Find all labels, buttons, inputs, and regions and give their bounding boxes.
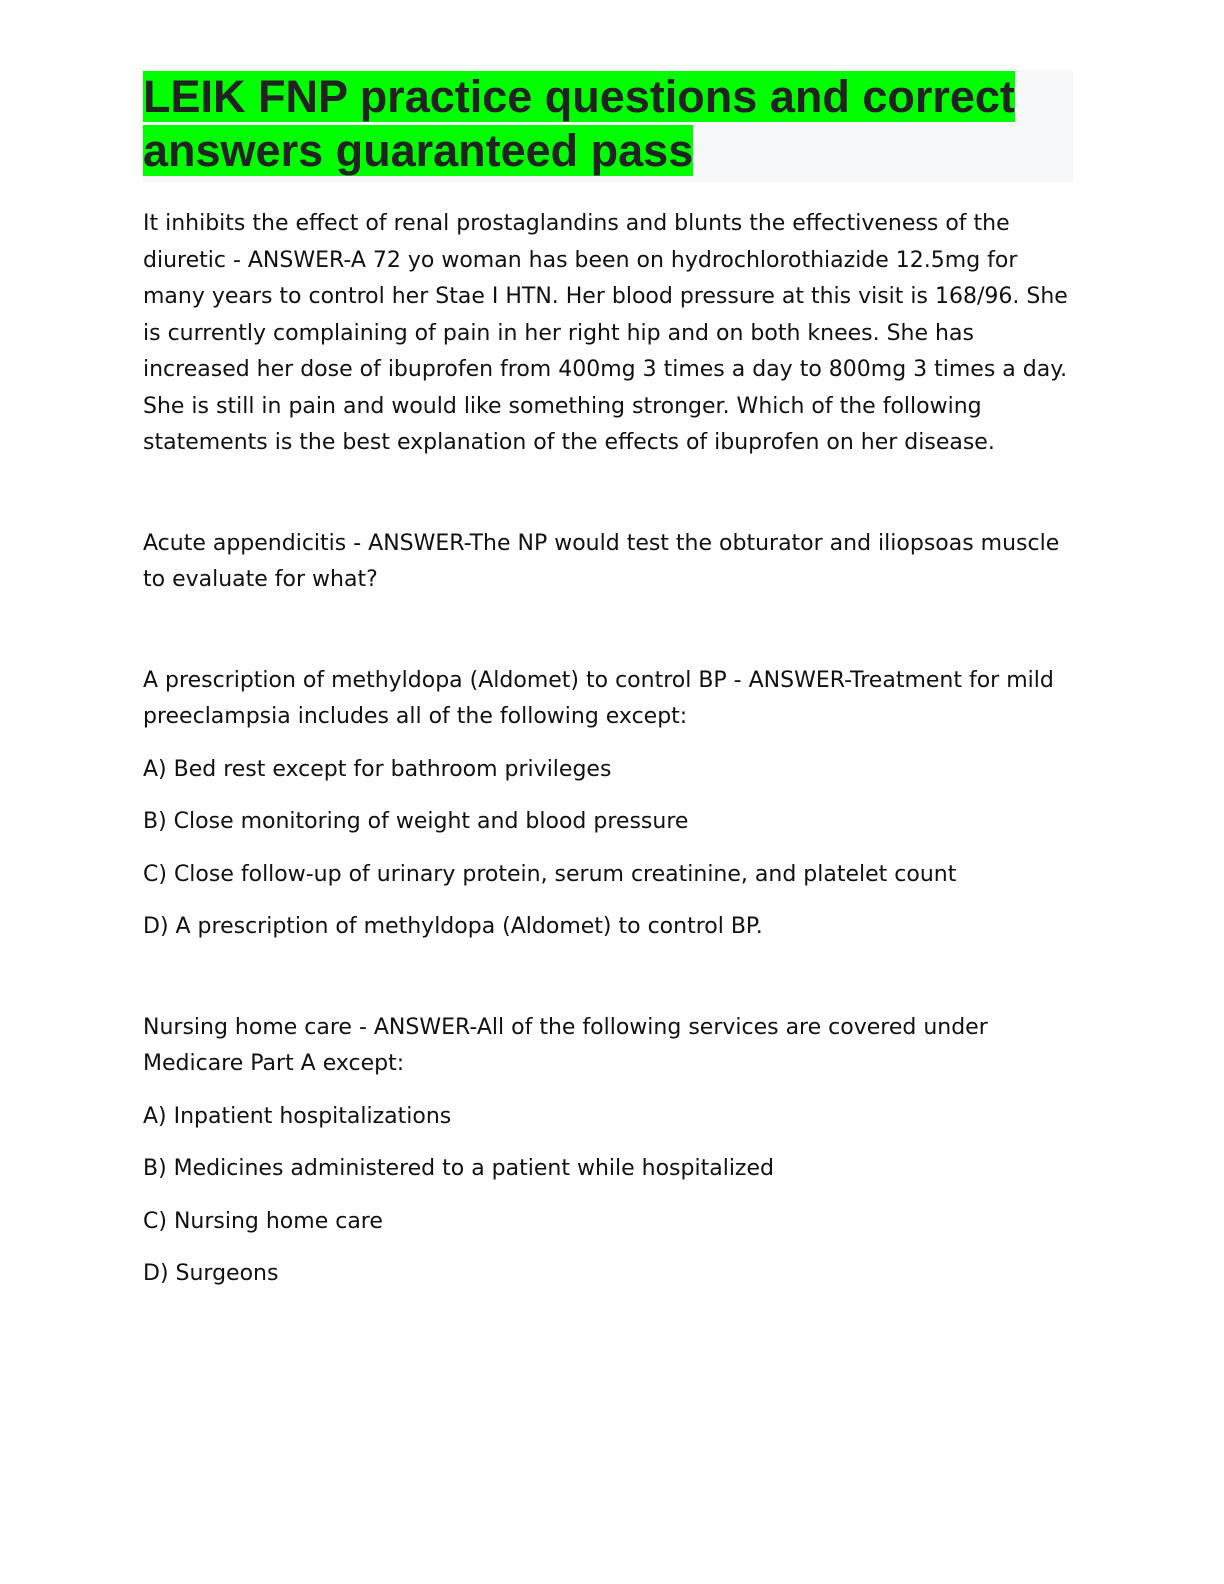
answer-option: C) Close follow-up of urinary protein, serum creatinine, and platelet count [143, 861, 957, 887]
answer-option: B) Close monitoring of weight and blood pressure [143, 809, 689, 834]
answer-option: A) Bed rest except for bathroom privileges [143, 756, 612, 782]
answer-option: D) A prescription of methyldopa (Aldomet) to control BP. [143, 914, 763, 939]
qa-text: A prescription of methyldopa (Aldomet) to control BP - ANSWER-Treatment for mild preeclampsia includes all of the following except: [143, 667, 1054, 729]
answer-option: C) Nursing home care [143, 1208, 383, 1234]
document-body [143, 206, 1073, 1293]
qa-item [143, 526, 1073, 599]
answer-option: B) Medicines administered to a patient while hospitalized [143, 1156, 774, 1181]
qa-text: Acute appendicitis - ANSWER-The NP would test the obturator and iliopsoas muscle to evaluate for what? [143, 530, 1060, 592]
title-block [143, 70, 1073, 182]
qa-text: Nursing home care - ANSWER-All of the following services are covered under Medicare Part A except: [143, 1014, 988, 1076]
qa-item [143, 1010, 1073, 1293]
title-highlight: LEIK FNP practice questions and correct answers guaranteed pass [143, 71, 1015, 176]
spacer [143, 462, 1073, 526]
answer-option: D) Surgeons [143, 1261, 279, 1286]
qa-text: It inhibits the effect of renal prostaglandins and blunts the effectiveness of the diuretic - ANSWER-A 72 yo woman has been on hydrochlorothiazide 12.5mg for many years to control her Stae I HTN. Her blood pressure at this visit is 168/96. She is currently complaining of pain in her right hip and on both knees. She has increased her dose of ibuprofen from 400mg 3 times a day to 800mg 3 times a day. She is still in pain and would like something stronger. Which of the following statements is the best explanation of the effects of ibuprofen on her disease. [143, 211, 1068, 455]
document-title [143, 71, 1015, 176]
spacer [143, 599, 1073, 663]
spacer [143, 946, 1073, 1010]
answer-option: A) Inpatient hospitalizations [143, 1103, 452, 1129]
qa-item [143, 663, 1073, 946]
qa-item [143, 206, 1073, 462]
